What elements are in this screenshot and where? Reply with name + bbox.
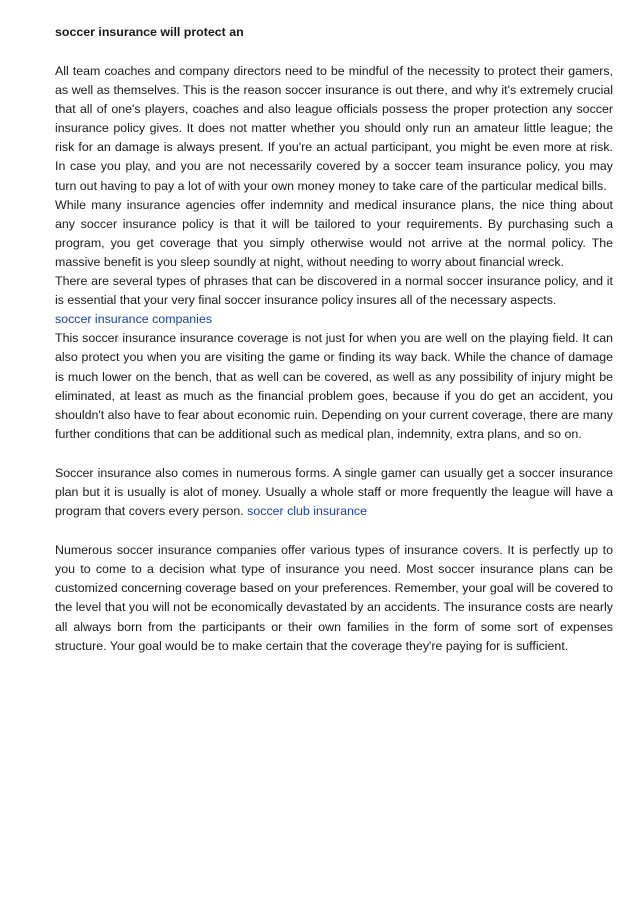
paragraph-1: All team coaches and company directors need to be mindful of the necessity to protect their gamers, as well as themselves. This is the reason soccer insurance is out there, and why it's extremely crucial that all of one's players, coaches and also league officials possess the proper protection any soccer insurance policy gives. It does not matter whether you should only run an amateur little league; the risk for an damage is always present. If you're an actual participant, you might be even more at risk. In case you play, and you are not necessarily covered by a soccer team insurance policy, you may turn out having to pay a lot of with your own money money to take care of the particular medical bills. bbox=[55, 64, 613, 193]
paragraph-2: While many insurance agencies offer indemnity and medical insurance plans, the nice thing about any soccer insurance policy is that it will be tailored to your requirements. By purchasing such a program, you get coverage that you simply otherwise would not arrive at the normal policy. The massive benefit is you sleep soundly at night, without needing to worry about financial wreck. bbox=[55, 197, 613, 269]
soccer-club-insurance-link[interactable]: soccer club insurance bbox=[247, 504, 367, 519]
document-title: soccer insurance will protect an bbox=[55, 25, 244, 39]
paragraph-gap bbox=[55, 444, 613, 464]
document-page bbox=[55, 22, 613, 656]
paragraph-gap bbox=[55, 521, 613, 541]
paragraph-4: This soccer insurance insurance coverage is not just for when you are well on the playing field. It can also protect you when you are visiting the game or finding its way back. While the chance of damage is much lower on the bench, that as well can be covered, as well as any possibility of injury might be eliminated, at least as much as the financial problem goes, because if you do get an accident, you shouldn't also have to fear about economic ruin. Depending on your current coverage, there are many further conditions that can be additional such as medical plan, indemnity, extra plans, and so on. bbox=[55, 331, 613, 441]
soccer-insurance-companies-link[interactable]: soccer insurance companies bbox=[55, 312, 213, 327]
paragraph-5-text: Soccer insurance also comes in numerous forms. A single gamer can usually get a soccer insurance plan but it is usually is alot of money. Usually a whole staff or more frequently the league will have a program that covers every person. bbox=[55, 465, 613, 519]
paragraph-3: There are several types of phrases that can be discovered in a normal soccer insurance policy, and it is essential that your very final soccer insurance policy insures all of the necessary aspects. bbox=[55, 274, 613, 308]
paragraph-5 bbox=[55, 464, 613, 521]
paragraph-6: Numerous soccer insurance companies offer various types of insurance covers. It is perfectly up to you to come to a decision what type of insurance you need. Most soccer insurance plans can be customized concerning coverage based on your preferences. Remember, your goal will be covered to the level that you will not be economically devastated by an accidents. The insurance costs are nearly all always born from the participants or their own families in the form of some sort of expenses structure. Your goal would be to make certain that the coverage they're paying for is sufficient. bbox=[55, 543, 613, 653]
